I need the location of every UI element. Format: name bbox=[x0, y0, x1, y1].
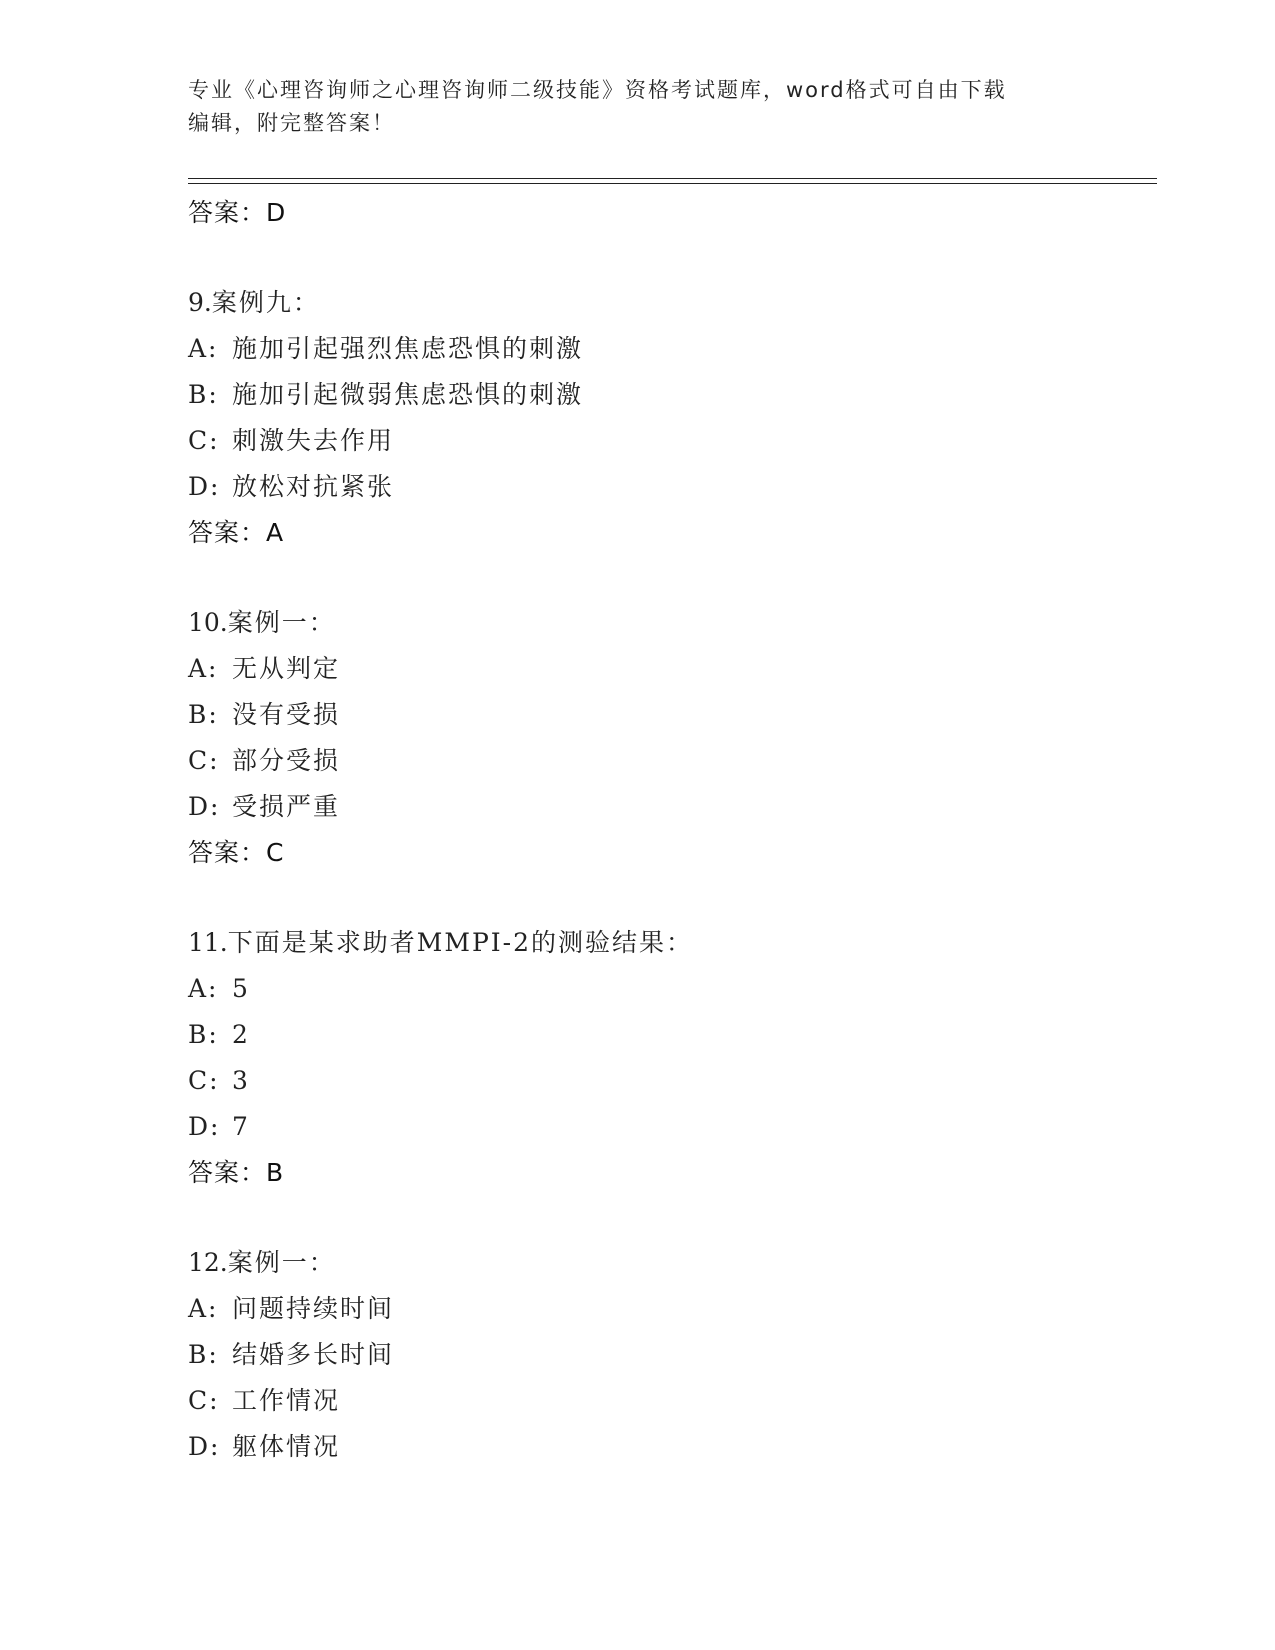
option-key: B: bbox=[188, 1340, 219, 1369]
answer-line: 答案：D bbox=[188, 198, 287, 227]
option-key: C: bbox=[188, 746, 220, 775]
option-text: 没有受损 bbox=[232, 700, 341, 729]
option-key: B: bbox=[188, 380, 219, 409]
question-number: 12. bbox=[188, 1248, 228, 1277]
option-text: 2 bbox=[232, 1020, 250, 1049]
option-text: 结婚多长时间 bbox=[232, 1340, 395, 1369]
option-text: 无从判定 bbox=[232, 654, 341, 683]
option-key: D: bbox=[188, 1432, 221, 1461]
option-text: 施加引起微弱焦虑恐惧的刺激 bbox=[232, 380, 584, 409]
answer-line: 答案：A bbox=[188, 518, 285, 547]
question-title bbox=[188, 600, 1148, 646]
question-title bbox=[188, 920, 1148, 966]
option-a bbox=[188, 966, 1148, 1012]
option-text: 放松对抗紧张 bbox=[232, 472, 395, 501]
document-header bbox=[188, 74, 1068, 140]
question-text: 案例一： bbox=[227, 1248, 336, 1277]
header-divider-top bbox=[188, 178, 1157, 179]
option-d bbox=[188, 464, 1148, 510]
option-key: A: bbox=[188, 974, 219, 1003]
option-b bbox=[188, 372, 1148, 418]
option-text: 受损严重 bbox=[232, 792, 341, 821]
option-key: D: bbox=[188, 472, 221, 501]
question-title bbox=[188, 1240, 1148, 1286]
option-a bbox=[188, 326, 1148, 372]
option-key: A: bbox=[188, 334, 219, 363]
option-c bbox=[188, 738, 1148, 784]
option-a bbox=[188, 646, 1148, 692]
option-key: C: bbox=[188, 1066, 220, 1095]
question-item bbox=[188, 600, 1148, 876]
option-b bbox=[188, 1332, 1148, 1378]
option-b bbox=[188, 1012, 1148, 1058]
option-c bbox=[188, 418, 1148, 464]
option-b bbox=[188, 692, 1148, 738]
question-list bbox=[188, 190, 1148, 1470]
question-text: 下面是某求助者MMPI-2的测验结果： bbox=[227, 928, 694, 957]
question-number: 11. bbox=[188, 928, 228, 957]
option-text: 刺激失去作用 bbox=[232, 426, 395, 455]
answer-line: 答案：C bbox=[188, 838, 285, 867]
header-line-2: 编辑，附完整答案！ bbox=[188, 111, 395, 135]
question-number: 10. bbox=[188, 608, 228, 637]
option-key: D: bbox=[188, 792, 221, 821]
option-key: C: bbox=[188, 426, 220, 455]
option-c bbox=[188, 1378, 1148, 1424]
question-item bbox=[188, 1240, 1148, 1470]
option-text: 工作情况 bbox=[232, 1386, 341, 1415]
option-text: 施加引起强烈焦虑恐惧的刺激 bbox=[232, 334, 584, 363]
question-number: 9. bbox=[188, 288, 212, 317]
header-divider-bottom bbox=[188, 183, 1157, 184]
option-d bbox=[188, 1104, 1148, 1150]
option-text: 3 bbox=[232, 1066, 250, 1095]
option-text: 部分受损 bbox=[232, 746, 341, 775]
answer-line: 答案：B bbox=[188, 1158, 285, 1187]
option-a bbox=[188, 1286, 1148, 1332]
option-c bbox=[188, 1058, 1148, 1104]
option-text: 5 bbox=[232, 974, 250, 1003]
option-d bbox=[188, 784, 1148, 830]
question-text: 案例一： bbox=[227, 608, 336, 637]
option-key: B: bbox=[188, 700, 219, 729]
option-text: 问题持续时间 bbox=[232, 1294, 395, 1323]
option-d bbox=[188, 1424, 1148, 1470]
option-key: A: bbox=[188, 654, 219, 683]
question-item bbox=[188, 280, 1148, 556]
option-key: B: bbox=[188, 1020, 219, 1049]
option-text: 7 bbox=[232, 1112, 250, 1141]
option-text: 躯体情况 bbox=[232, 1432, 341, 1461]
option-key: A: bbox=[188, 1294, 219, 1323]
header-line-1: 专业《心理咨询师之心理咨询师二级技能》资格考试题库，word格式可自由下载 bbox=[188, 78, 1007, 102]
option-key: D: bbox=[188, 1112, 221, 1141]
question-title bbox=[188, 280, 1148, 326]
option-key: C: bbox=[188, 1386, 220, 1415]
question-item bbox=[188, 920, 1148, 1196]
question-text: 案例九： bbox=[211, 288, 320, 317]
